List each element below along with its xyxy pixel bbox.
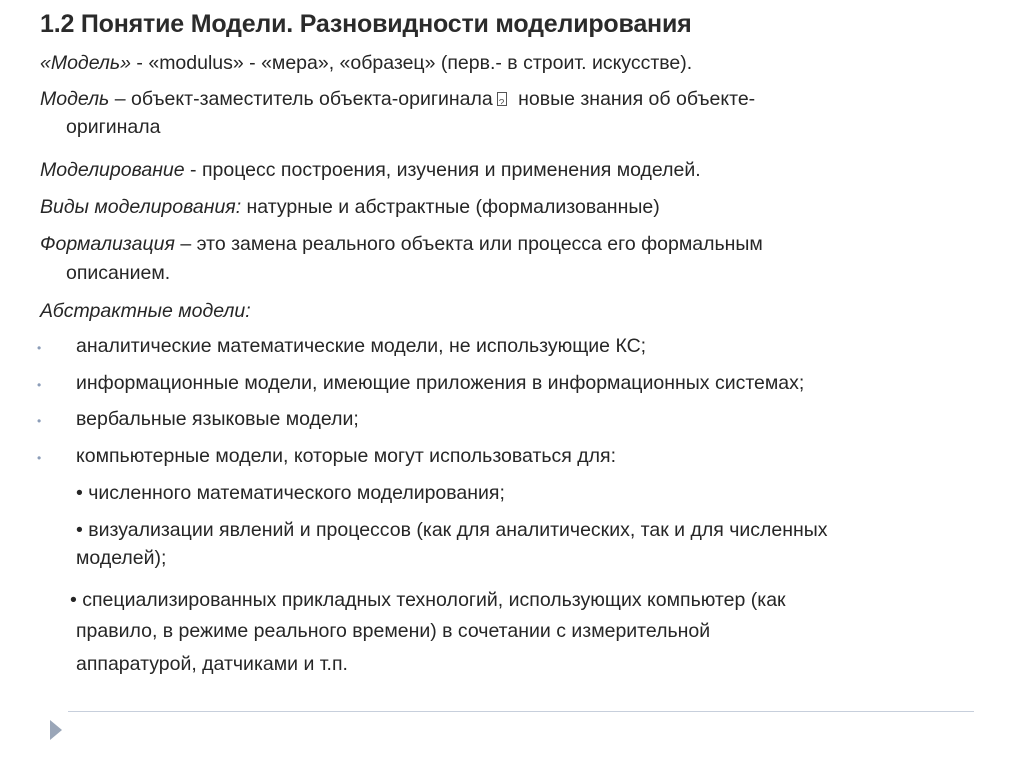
- model-definition-line: [40, 50, 692, 77]
- term-formalization: Формализация: [40, 233, 175, 255]
- bullet-icon: •: [37, 451, 42, 465]
- next-slide-arrow-icon[interactable]: [50, 720, 62, 740]
- bullet-icon: •: [37, 414, 42, 428]
- missing-glyph-box-icon: [497, 92, 507, 106]
- sub-item-technologies-cont1: правило, в режиме реального времени) в сочетании с измерительной: [76, 620, 711, 642]
- slide-title: 1.2 Понятие Модели. Разновидности моделирования: [40, 10, 692, 38]
- list-item: вербальные языковые модели;: [76, 408, 359, 430]
- term-modeling-types: Виды моделирования:: [40, 196, 242, 218]
- formalization-line: [40, 231, 763, 258]
- footer-divider: [68, 711, 974, 712]
- sub-item-visualization: • визуализации явлений и процессов (как для аналитических, так и для численных: [76, 519, 828, 541]
- modeling-text: - процесс построения, изучения и применения моделей.: [184, 159, 701, 181]
- list-item: компьютерные модели, которые могут использоваться для:: [76, 445, 617, 467]
- formalization-continuation: описанием.: [66, 262, 171, 284]
- model-line: [40, 86, 755, 113]
- bullet-icon: •: [37, 378, 42, 392]
- model-text-a: – объект-заместитель объекта-оригинала: [109, 88, 493, 110]
- formalization-text: – это замена реального объекта или процесса его формальным: [174, 233, 763, 255]
- list-item: информационные модели, имеющие приложения в информационных системах;: [76, 372, 805, 394]
- model-text-b: новые знания об объекте-: [512, 88, 756, 110]
- list-item: аналитические математические модели, не использующие КС;: [76, 335, 647, 357]
- sub-item-technologies: • специализированных прикладных технологий, использующих компьютер (как: [70, 589, 786, 611]
- sub-item-technologies-cont2: аппаратурой, датчиками и т.п.: [76, 653, 348, 675]
- model-line-continuation: оригинала: [66, 116, 161, 138]
- abstract-models-heading: [40, 298, 251, 325]
- etymology-text: - «modulus» - «мера», «образец» (перв.- в строит. искусстве).: [131, 52, 693, 74]
- term-abstract-models: Абстрактные модели:: [40, 300, 251, 322]
- bullet-icon: •: [37, 341, 42, 355]
- term-modeling: Моделирование: [40, 159, 185, 181]
- sub-item-visualization-cont: моделей);: [76, 547, 167, 569]
- modeling-types-line: [40, 194, 660, 221]
- term-model: Модель: [40, 88, 110, 110]
- modeling-line: [40, 157, 701, 184]
- term-model-quoted: «Модель»: [40, 52, 132, 74]
- modeling-types-text: натурные и абстрактные (формализованные): [241, 196, 660, 218]
- sub-item-numerical: • численного математического моделирования;: [76, 482, 505, 504]
